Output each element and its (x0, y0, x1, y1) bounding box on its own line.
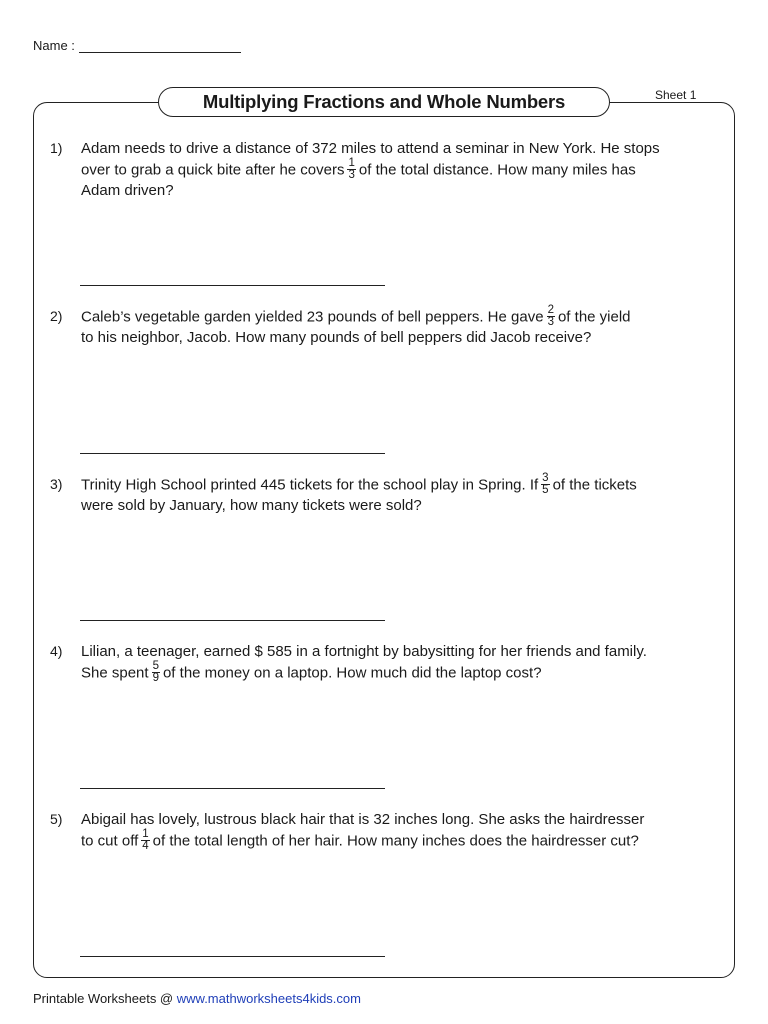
fraction-numerator: 2 (547, 304, 554, 316)
question-number: 1) (50, 140, 63, 156)
question-line: were sold by January, how many tickets were sold? (81, 497, 422, 514)
fraction-denominator: 3 (547, 316, 554, 328)
footer-website-link[interactable]: www.mathworksheets4kids.com (176, 991, 361, 1006)
question-line (81, 474, 726, 495)
question-line: to his neighbor, Jacob. How many pounds of bell peppers did Jacob receive? (81, 329, 592, 346)
question-line-part: over to grab a quick bite after he covers (81, 161, 345, 179)
question-text (81, 138, 726, 201)
question-text (81, 474, 726, 516)
answer-line (80, 453, 385, 454)
question-line-part: to cut off (81, 832, 139, 850)
question-text (81, 306, 726, 348)
fraction (541, 473, 549, 496)
fraction-numerator: 1 (348, 157, 355, 169)
fraction-numerator: 1 (142, 828, 149, 840)
question-line-part: Caleb’s vegetable garden yielded 23 pounds of bell peppers. He gave (81, 308, 544, 326)
fraction-numerator: 3 (542, 472, 549, 484)
question-line-part: of the tickets (552, 476, 637, 494)
question-line: Adam needs to drive a distance of 372 miles to attend a seminar in New York. He stops (81, 140, 660, 157)
question-number: 4) (50, 643, 63, 659)
question-line-part: of the total distance. How many miles has (358, 161, 636, 179)
question-line-part: She spent (81, 664, 149, 682)
fraction (141, 829, 149, 852)
question-line (81, 662, 726, 683)
question-line: Lilian, a teenager, earned $ 585 in a fortnight by babysitting for her friends and family. (81, 643, 647, 660)
fraction (547, 305, 555, 328)
question-text (81, 809, 726, 851)
footer-prefix: Printable Worksheets @ (33, 991, 174, 1006)
question-line: Adam driven? (81, 182, 174, 199)
fraction-numerator: 5 (152, 660, 159, 672)
name-blank-line (79, 38, 241, 53)
question-number: 3) (50, 476, 63, 492)
question-line-part: of the yield (557, 308, 631, 326)
question-line-part: Trinity High School printed 445 tickets for the school play in Spring. If (81, 476, 539, 494)
answer-line (80, 788, 385, 789)
question-text (81, 641, 726, 683)
question-line (81, 306, 726, 327)
fraction-denominator: 3 (348, 169, 355, 181)
question-line: Abigail has lovely, lustrous black hair that is 32 inches long. She asks the hairdresser (81, 811, 645, 828)
fraction-denominator: 5 (542, 484, 549, 496)
question-number: 2) (50, 308, 63, 324)
footer (33, 991, 361, 1006)
question-line (81, 159, 726, 180)
answer-line (80, 620, 385, 621)
name-field-row (33, 38, 241, 53)
answer-line (80, 956, 385, 957)
question-line-part: of the total length of her hair. How many inches does the hairdresser cut? (152, 832, 639, 850)
fraction (347, 158, 355, 181)
worksheet-title: Multiplying Fractions and Whole Numbers (158, 87, 610, 117)
question-line (81, 830, 726, 851)
name-label: Name : (33, 38, 75, 53)
question-line-part: of the money on a laptop. How much did the laptop cost? (162, 664, 542, 682)
answer-line (80, 285, 385, 286)
fraction-denominator: 9 (152, 672, 159, 684)
fraction-denominator: 4 (142, 840, 149, 852)
fraction (152, 661, 160, 684)
sheet-label: Sheet 1 (652, 88, 699, 102)
question-number: 5) (50, 811, 63, 827)
